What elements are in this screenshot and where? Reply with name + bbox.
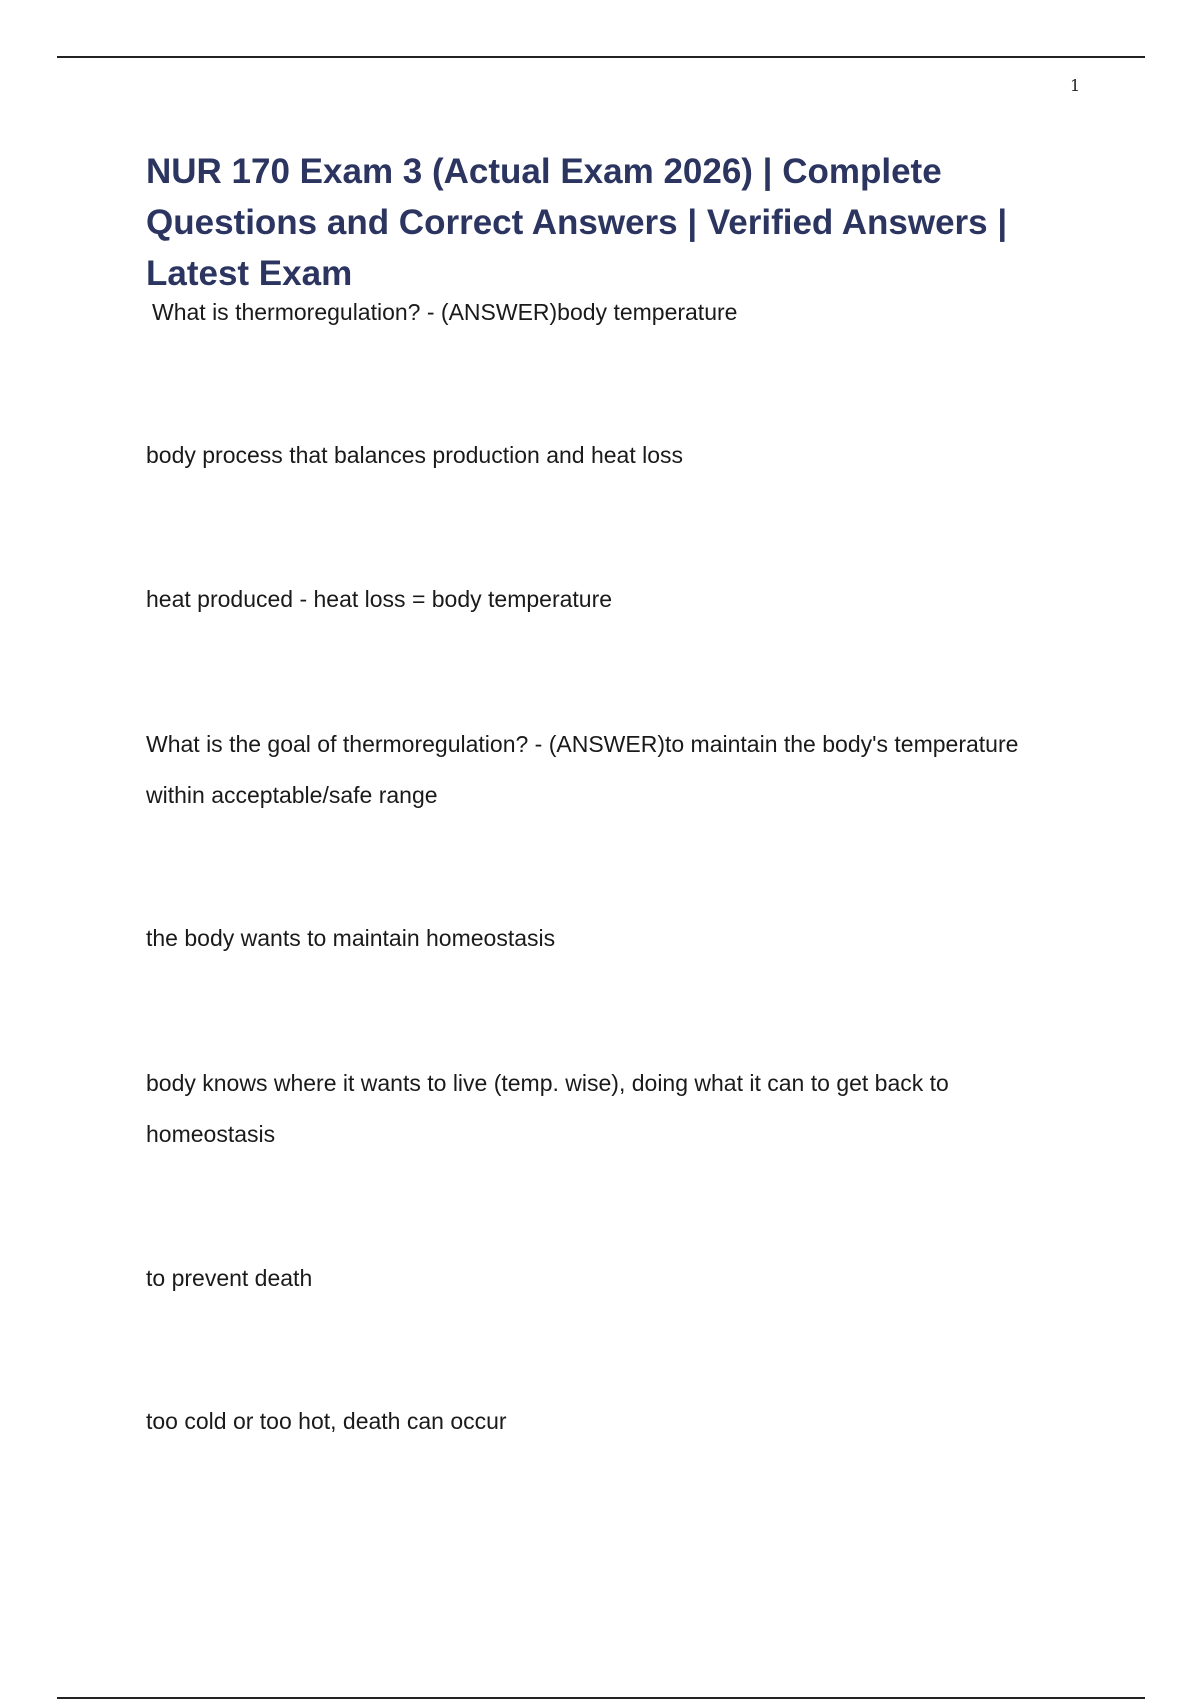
question-thermoregulation: What is thermoregulation? - (ANSWER)body temperature bbox=[152, 299, 738, 325]
header-rule bbox=[57, 56, 1145, 58]
answer-line-homeostasis: the body wants to maintain homeostasis bbox=[146, 925, 556, 951]
page-number: 1 bbox=[1070, 76, 1081, 95]
document-title: NUR 170 Exam 3 (Actual Exam 2026) | Complete Questions and Correct Answers | Verified Answers | Latest Exam bbox=[146, 152, 1008, 293]
answer-line-formula: heat produced - heat loss = body temperature bbox=[146, 586, 613, 612]
answer-line-prevent-death: to prevent death bbox=[146, 1265, 313, 1291]
answer-line-body-knows: body knows where it wants to live (temp. wise), doing what it can to get back to homeostasis bbox=[146, 1070, 949, 1147]
answer-line-balance: body process that balances production and heat loss bbox=[146, 442, 684, 468]
answer-line-death-occur: too cold or too hot, death can occur bbox=[146, 1408, 507, 1434]
question-goal-thermoregulation: What is the goal of thermoregulation? - (ANSWER)to maintain the body's temperature within acceptable/safe range bbox=[146, 731, 1019, 808]
footer-rule bbox=[57, 1697, 1145, 1699]
